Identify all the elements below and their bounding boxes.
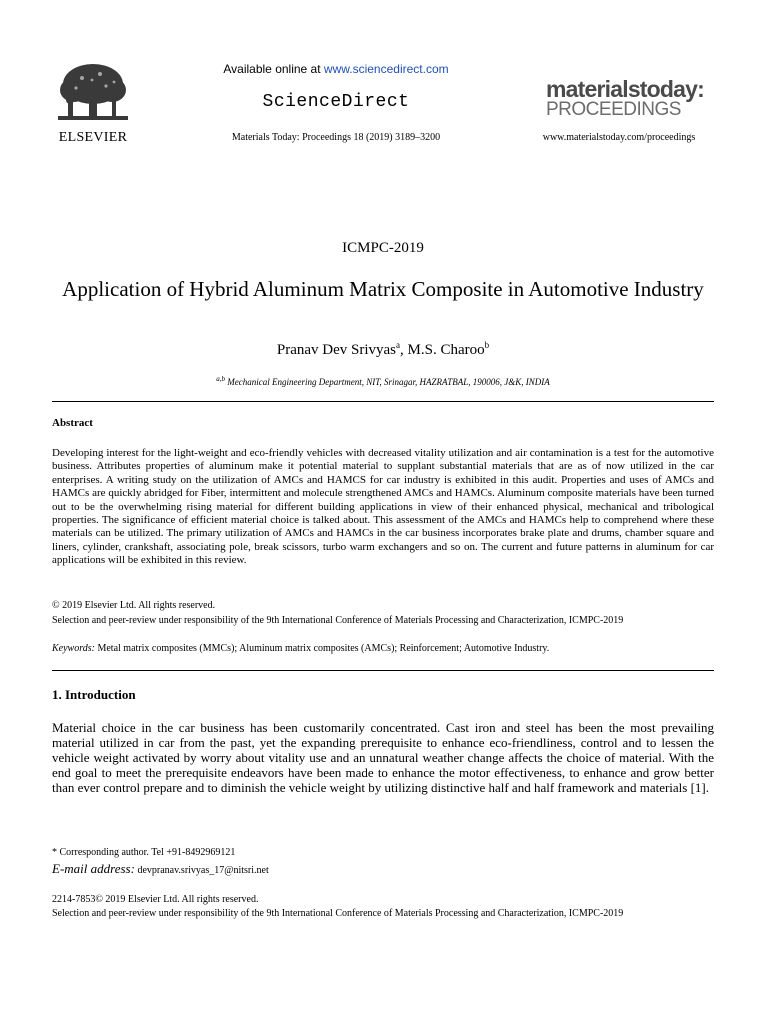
keywords [52,643,714,654]
author-affil-mark: b [484,340,490,350]
abstract-copyright: © 2019 Elsevier Ltd. All rights reserved. [52,600,216,611]
section-heading: 1. Introduction [52,687,136,702]
elsevier-tree-logo-icon [52,60,134,126]
publisher-name: ELSEVIER [58,130,128,145]
keywords-list: Metal matrix composites (MMCs); Aluminum matrix composites (AMCs); Reinforcement; Automotive Industry. [94,643,550,654]
conference-name: ICMPC-2019 [342,240,424,256]
author-list [52,340,714,359]
affiliation [52,375,714,387]
affiliation-mark: a,b [216,375,225,383]
corresponding-author-note: * Corresponding author. Tel +91-8492969121 [52,847,236,858]
section-divider [52,670,714,671]
email-address[interactable]: devpranav.srivyas_17@nitsri.net [134,865,269,876]
materials-today-logo [546,78,716,120]
paper-title: Application of Hybrid Aluminum Matrix Composite in Automotive Industry [62,277,704,301]
keywords-label: Keywords: [52,643,95,654]
section-divider [52,401,714,402]
availability-notice [200,62,472,76]
abstract-text: Developing interest for the light-weight and eco-friendly vehicles with decreased vitality utilization and air contamination is a test for the automotive business. Attributes properties of aluminum make it potential material to supplant substantial materials that are as of now utilized in the car enterprises. A writing study on the utilization of AMCs and HAMCS for car industry is exhibited in this audit. Properties and uses of AMCs and HAMCs are quickly abridged for Fiber, intermittent and molecule strengthened AMCs and HAMCs. Aluminum composite materials have been turned out to be the overwhelming rising material for different building applications in view of their enhanced physical, mechanical and tribological properties. The significance of efficient material choice is talked about. This assessment of the AMCs and HAMCs help to comprehend where these materials can be utilized. The primary utilization of AMCs and HAMCs in the car business incorporates brake plate and drums, chamber square and liners, cylinder, crankshaft, associating pole, break scissors, turbo warm exchangers and so on. The current and future patterns in aluminum for car applications will be exhibited in this review. [52,447,714,567]
footer-review-note: Selection and peer-review under responsibility of the 9th International Conference of Materials Processing and Characterization, ICMPC-2019 [52,908,624,919]
sciencedirect-link[interactable]: www.sciencedirect.com [323,62,449,76]
affiliation-text: Mechanical Engineering Department, NIT, Srinagar, HAZRATBAL, 190006, J&K, INDIA [225,377,550,387]
author-name: Pranav Dev Srivyas [276,342,397,358]
sciencedirect-title: ScienceDirect [262,92,410,112]
abstract-heading: Abstract [52,417,93,429]
brand-line-1: materialstoday: [546,76,705,102]
email-label: E-mail address: [52,861,135,876]
introduction-text: Material choice in the car business has been customarily concentrated. Cast iron and steel has been the most prevailing material utilized in car from the past, yet the expanding prerequisite to enhance eco-friendliness, control and to lessen the vehicle weight activated by worry about vitality use and an unnatural weather change affects the choice of material. With the end goal to meet the prerequisite endeavors have been made to enhance the motor effectiveness, to enhance and grow better than ever control prepare and to diminish the vehicle weight by utilizing distinctive half and half framework and materials [1]. [52,720,714,795]
journal-url[interactable]: www.materialstoday.com/proceedings [542,132,696,143]
footer-copyright: 2214-7853© 2019 Elsevier Ltd. All rights reserved. [52,894,259,905]
email-note [52,861,269,877]
author-name: M.S. Charoo [407,342,485,358]
availability-prefix: Available online at [223,62,324,76]
author-affil-mark: a [396,340,401,350]
brand-line-2: PROCEEDINGS [546,99,681,120]
author-separator: , [400,342,408,358]
journal-reference: Materials Today: Proceedings 18 (2019) 3189–3200 [231,132,441,143]
abstract-review-note: Selection and peer-review under responsibility of the 9th International Conference of Materials Processing and Characterization, ICMPC-2019 [52,615,624,626]
